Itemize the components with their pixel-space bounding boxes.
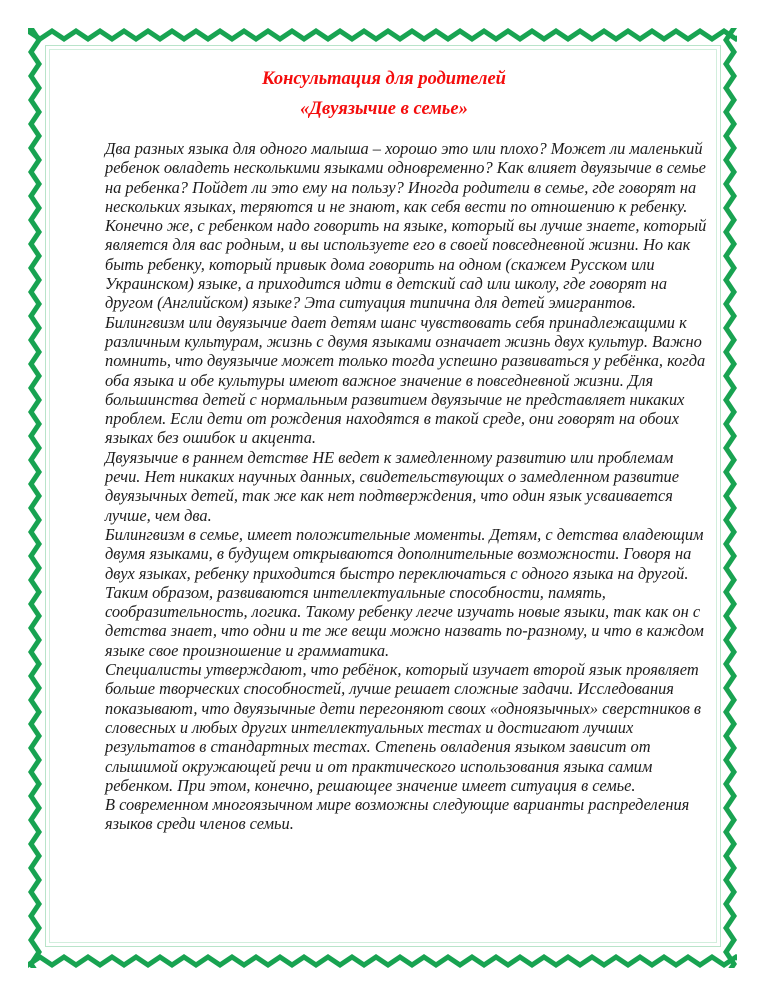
border-top-zigzag-decoration bbox=[28, 28, 737, 42]
border-right-zigzag-decoration bbox=[723, 28, 737, 968]
document-title bbox=[0, 64, 768, 124]
border-left-zigzag-decoration bbox=[28, 28, 42, 968]
paragraph-native-language: Конечно же, с ребенком надо говорить на языке, который вы лучше знаете, который является для вас родным, и вы используете его в своей повседневной жизни. Но как быть ребенку, который привык дома говорить на одном (скажем Русском или Украинском) языке, а приходится идти в детский сад или школу, где говорят на другом (Английском) языке? Эта ситуация типична для детей эмигрантов. bbox=[105, 216, 707, 313]
paragraph-positive-aspects: Билингвизм в семье, имеет положительные моменты. Детям, с детства владеющим двумя языками, в будущем открываются дополнительные возможности. Говоря на двух языках, ребенку приходится быстро переключаться с одного языка на другой. Таким образом, развиваются интеллектуальные способности, память, сообразительность, логика. Такому ребенку легче изучать новые языки, так как он с детства знает, что одни и те же вещи можно назвать по-разному, и что в каждом языке свое произношение и грамматика. bbox=[105, 524, 704, 660]
paragraph-specialists: Специалисты утверждают, что ребёнок, который изучает второй язык проявляет больше творческих способностей, лучше решает сложные задачи. Исследования показывают, что двуязычные дети перегоняют своих «одноязычных» сверстников в словесных и любых других интеллектуальных тестах и достигают лучших результатов в стандартных тестах. Степень овладения языком зависит от слышимой окружающей речи и от практического использования языка самим ребенком. При этом, конечно, решающее значение имеет ситуация в семье. bbox=[105, 660, 702, 795]
border-bottom-zigzag-decoration bbox=[28, 954, 737, 968]
paragraph-modern-world: В современном многоязычном мире возможны следующие варианты распределения языков среди членов семьи. bbox=[105, 795, 690, 834]
paragraph-intro-questions: Два разных языка для одного малыша – хорошо это или плохо? Может ли маленький ребенок овладеть несколькими языками одновременно? Как влияет двуязычие в семье на ребенка? Пойдет ли это ему на пользу? Иногда родители в семье, где говорят на нескольких языках, теряются и не знают, как себя вести по отношению к ребенку. bbox=[105, 139, 706, 216]
title-line-1: Консультация для родителей bbox=[262, 69, 506, 89]
document-body bbox=[105, 139, 711, 834]
paragraph-no-delay: Двуязычие в раннем детстве НЕ ведет к замедленному развитию или проблемам речи. Нет никаких научных данных, свидетельствующих о замедленном развитие двуязычных детей, так же как нет подтверждения, что один язык усваивается лучше, чем два. bbox=[105, 447, 680, 525]
title-line-2: «Двуязычие в семье» bbox=[300, 99, 468, 119]
paragraph-bilingualism-cultures: Билингвизм или двуязычие дает детям шанс чувствовать себя принадлежащими к различным культурам, жизнь с двумя языками означает жизнь двух культур. Важно помнить, что двуязычие может только тогда успешно развиваться у ребёнка, когда оба языка и обе культуры имеют важное значение в повседневной жизни. Для большинства детей с нормальным развитием двуязычие не представляет никаких проблем. Если дети от рождения находятся в такой среде, они говорят на обоих языках без ошибок и акцента. bbox=[105, 312, 706, 448]
